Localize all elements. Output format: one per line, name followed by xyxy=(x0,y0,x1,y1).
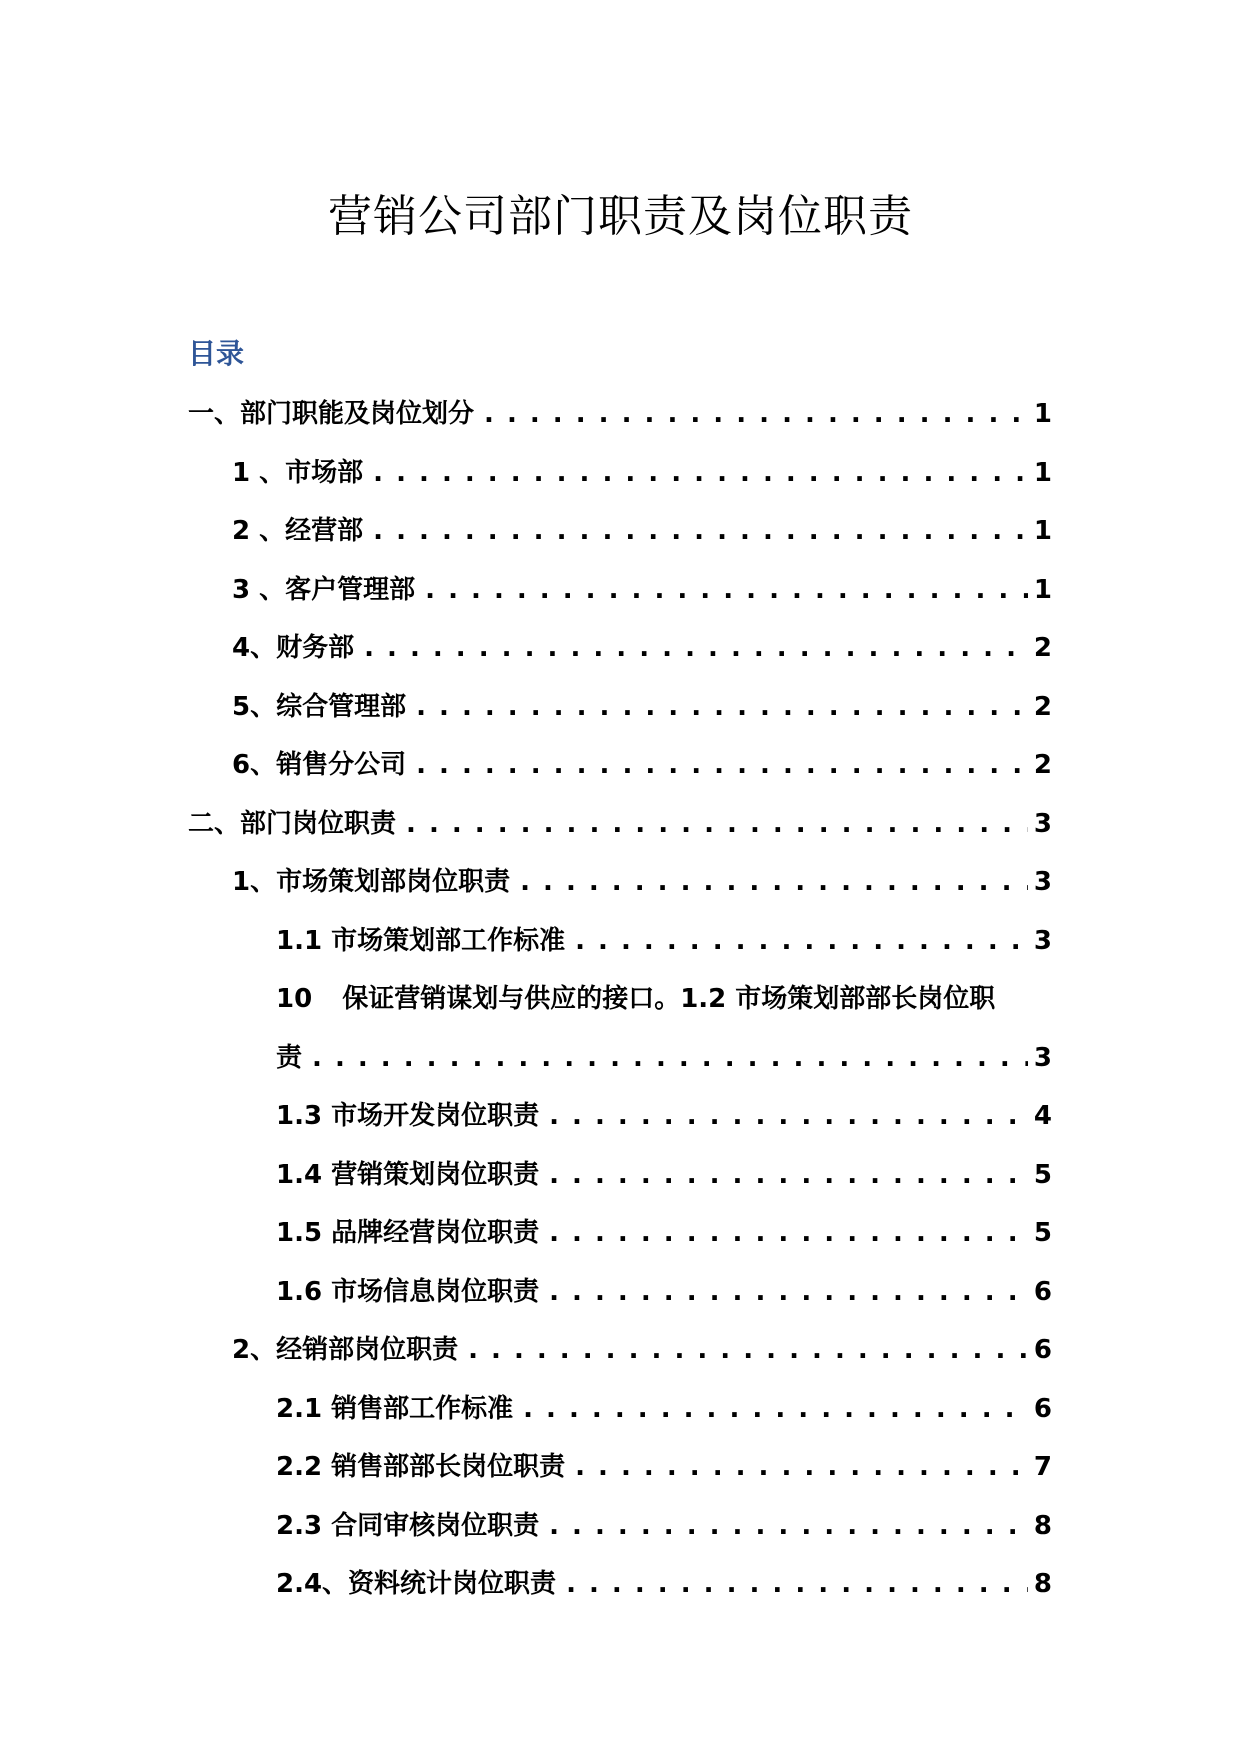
table-of-contents xyxy=(188,385,1052,1614)
toc-entry-label: 1.4 营销策划岗位职责 xyxy=(276,1159,540,1190)
toc-page-number: 1 xyxy=(1033,457,1052,488)
toc-entry[interactable] xyxy=(188,678,1052,737)
toc-entry-label: 2.2 销售部部长岗位职责 xyxy=(276,1452,566,1482)
toc-entry[interactable] xyxy=(188,795,1052,854)
toc-entry-label: 一、部门职能及岗位划分 xyxy=(188,399,475,429)
toc-entry-label: 1.5 品牌经营岗位职责 xyxy=(276,1218,540,1248)
toc-entry-label: 1.3 市场开发岗位职责 xyxy=(276,1101,540,1131)
toc-page-number: 3 xyxy=(1033,867,1052,897)
toc-entry[interactable] xyxy=(188,1555,1052,1614)
toc-entry-label: 3 、客户管理部 xyxy=(232,574,416,605)
toc-page-number: 6 xyxy=(1033,1276,1052,1307)
toc-entry[interactable] xyxy=(188,1087,1052,1146)
toc-entry-label: 2.3 合同审核岗位职责 xyxy=(276,1510,540,1541)
toc-heading: 目录 xyxy=(188,337,245,370)
toc-dot-leader xyxy=(549,1204,1028,1263)
toc-entry[interactable] xyxy=(188,912,1052,971)
toc-dot-leader xyxy=(425,561,1028,620)
toc-dot-leader xyxy=(549,1263,1028,1322)
toc-entry[interactable] xyxy=(188,619,1052,678)
toc-page-number: 2 xyxy=(1033,750,1052,780)
toc-dot-leader xyxy=(484,385,1028,444)
toc-dot-leader xyxy=(549,1146,1028,1205)
toc-entry-label: 二、部门岗位职责 xyxy=(188,808,397,839)
toc-entry-label: 1.1 市场策划部工作标准 xyxy=(276,925,566,956)
toc-page-number: 7 xyxy=(1033,1452,1052,1482)
toc-dot-leader xyxy=(549,1087,1028,1146)
toc-dot-leader xyxy=(373,502,1028,561)
toc-page-number: 3 xyxy=(1033,808,1052,839)
toc-page-number: 6 xyxy=(1033,1335,1052,1365)
toc-dot-leader xyxy=(566,1555,1028,1614)
toc-entry[interactable] xyxy=(188,385,1052,444)
toc-dot-leader xyxy=(416,736,1028,795)
toc-dot-leader xyxy=(520,853,1028,912)
toc-entry-label: 2 、经营部 xyxy=(232,516,364,546)
toc-entry-number: 10 xyxy=(276,984,313,1014)
document-title: 营销公司部门职责及岗位职责 xyxy=(328,191,913,242)
toc-page-number: 1 xyxy=(1033,516,1052,546)
toc-dot-leader xyxy=(468,1321,1028,1380)
toc-dot-leader xyxy=(549,1497,1028,1556)
toc-page-number: 8 xyxy=(1033,1569,1052,1599)
toc-page-number: 5 xyxy=(1033,1218,1052,1248)
toc-dot-leader xyxy=(575,1438,1028,1497)
toc-entry[interactable] xyxy=(188,561,1052,620)
toc-entry-label: 2、经销部岗位职责 xyxy=(232,1335,459,1365)
toc-entry-line-1 xyxy=(188,970,1052,1029)
toc-entry[interactable] xyxy=(188,1263,1052,1322)
toc-page-number: 8 xyxy=(1033,1510,1052,1541)
toc-entry-label: 5、综合管理部 xyxy=(232,691,407,722)
toc-dot-leader xyxy=(416,678,1028,737)
toc-page-number: 2 xyxy=(1033,691,1052,722)
toc-entry[interactable] xyxy=(188,1146,1052,1205)
toc-entry[interactable] xyxy=(188,1497,1052,1556)
toc-entry[interactable] xyxy=(188,1204,1052,1263)
toc-entry-label: 1 、市场部 xyxy=(232,457,364,488)
toc-entry[interactable] xyxy=(188,853,1052,912)
toc-dot-leader xyxy=(312,1029,1028,1088)
toc-entry-label: 4、财务部 xyxy=(232,633,355,663)
toc-entry[interactable] xyxy=(188,502,1052,561)
toc-entry-line-2 xyxy=(188,1029,1052,1088)
toc-dot-leader xyxy=(406,795,1028,854)
toc-dot-leader xyxy=(523,1380,1028,1439)
toc-dot-leader xyxy=(373,444,1028,503)
toc-entry[interactable] xyxy=(188,1438,1052,1497)
toc-entry-label: 2.4、资料统计岗位职责 xyxy=(276,1569,557,1599)
toc-entry-label: 2.1 销售部工作标准 xyxy=(276,1393,514,1424)
toc-entry-label: 保证营销谋划与供应的接口。1.2 市场策划部部长岗位职 xyxy=(342,984,996,1014)
toc-page-number: 4 xyxy=(1033,1101,1052,1131)
toc-entry-label-continued: 责 xyxy=(276,1042,303,1073)
toc-page-number: 1 xyxy=(1033,399,1052,429)
toc-page-number: 6 xyxy=(1033,1393,1052,1424)
toc-page-number: 1 xyxy=(1033,574,1052,605)
toc-entry[interactable] xyxy=(188,1321,1052,1380)
toc-entry[interactable] xyxy=(188,736,1052,795)
toc-entry[interactable] xyxy=(188,1380,1052,1439)
toc-entry-wrapped[interactable] xyxy=(188,970,1052,1087)
toc-entry-label: 1.6 市场信息岗位职责 xyxy=(276,1276,540,1307)
toc-dot-leader xyxy=(575,912,1028,971)
toc-entry-label: 6、销售分公司 xyxy=(232,750,407,780)
toc-dot-leader xyxy=(364,619,1028,678)
toc-entry-label: 1、市场策划部岗位职责 xyxy=(232,867,511,897)
toc-page-number: 3 xyxy=(1033,925,1052,956)
toc-page-number: 5 xyxy=(1033,1159,1052,1190)
toc-page-number: 3 xyxy=(1033,1042,1052,1073)
toc-entry[interactable] xyxy=(188,444,1052,503)
toc-page-number: 2 xyxy=(1033,633,1052,663)
